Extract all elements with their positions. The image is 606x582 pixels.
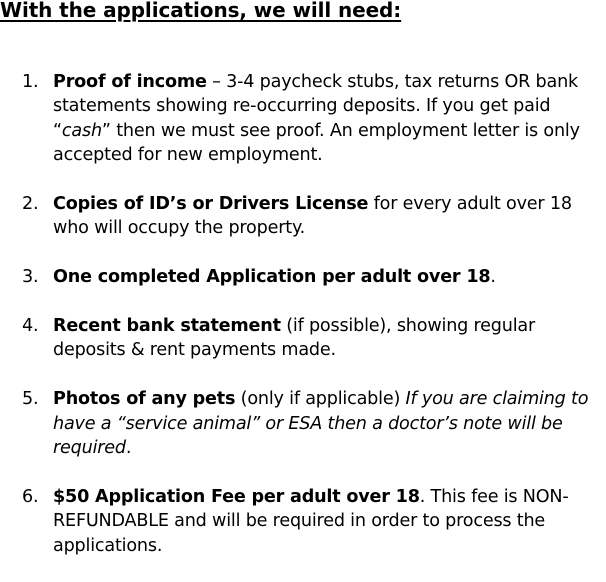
list-item-text-continued: . — [125, 438, 132, 459]
list-item-number: 6. — [22, 486, 39, 507]
list-item-text: – 3-4 paycheck stubs, tax returns OR bank statements showing re-occurring deposits. If you get paid “ — [53, 72, 579, 141]
list-item-italic-text: cash — [61, 120, 102, 141]
list-item-title: $50 Application Fee per adult over 18 — [53, 486, 420, 507]
list-item-italic-text: If you are claiming to have a “service animal” or ESA then a doctor’s note will be required — [53, 389, 589, 459]
page-heading: With the applications, we will need: — [0, 0, 402, 22]
list-item-text: . This fee is NON-REFUNDABLE and will be required in order to process the applications. — [53, 486, 569, 556]
list-item-number: 1. — [22, 72, 39, 92]
list-item-bank-statement — [0, 314, 606, 363]
list-item-text: for every adult over 18 who will occupy the property. — [53, 194, 572, 239]
list-item-application — [0, 265, 606, 289]
list-item-number: 2. — [22, 194, 39, 215]
list-item-title: Proof of income — [53, 72, 207, 92]
list-item-application-fee — [0, 485, 606, 558]
list-item-title: One completed Application per adult over 18 — [53, 267, 491, 288]
list-item-title: Recent bank statement — [53, 316, 281, 337]
list-item-text: (only if applicable) — [235, 389, 406, 410]
list-item-text-continued: ” then we must see proof. An employment letter is only accepted for new employment. — [53, 120, 580, 166]
list-item-pet-photos — [0, 387, 606, 460]
list-item-id-copies — [0, 192, 606, 241]
list-item-title: Copies of ID’s or Drivers License — [53, 194, 369, 215]
list-item-number: 4. — [22, 316, 39, 337]
list-item-text: (if possible), showing regular deposits & rent payments made. — [53, 316, 536, 361]
list-item-proof-of-income — [0, 70, 606, 168]
requirements-list — [0, 70, 606, 582]
list-item-title: Photos of any pets — [53, 389, 236, 410]
list-item-number: 5. — [22, 389, 39, 410]
list-item-number: 3. — [22, 267, 39, 288]
list-item-text: . — [490, 267, 496, 288]
